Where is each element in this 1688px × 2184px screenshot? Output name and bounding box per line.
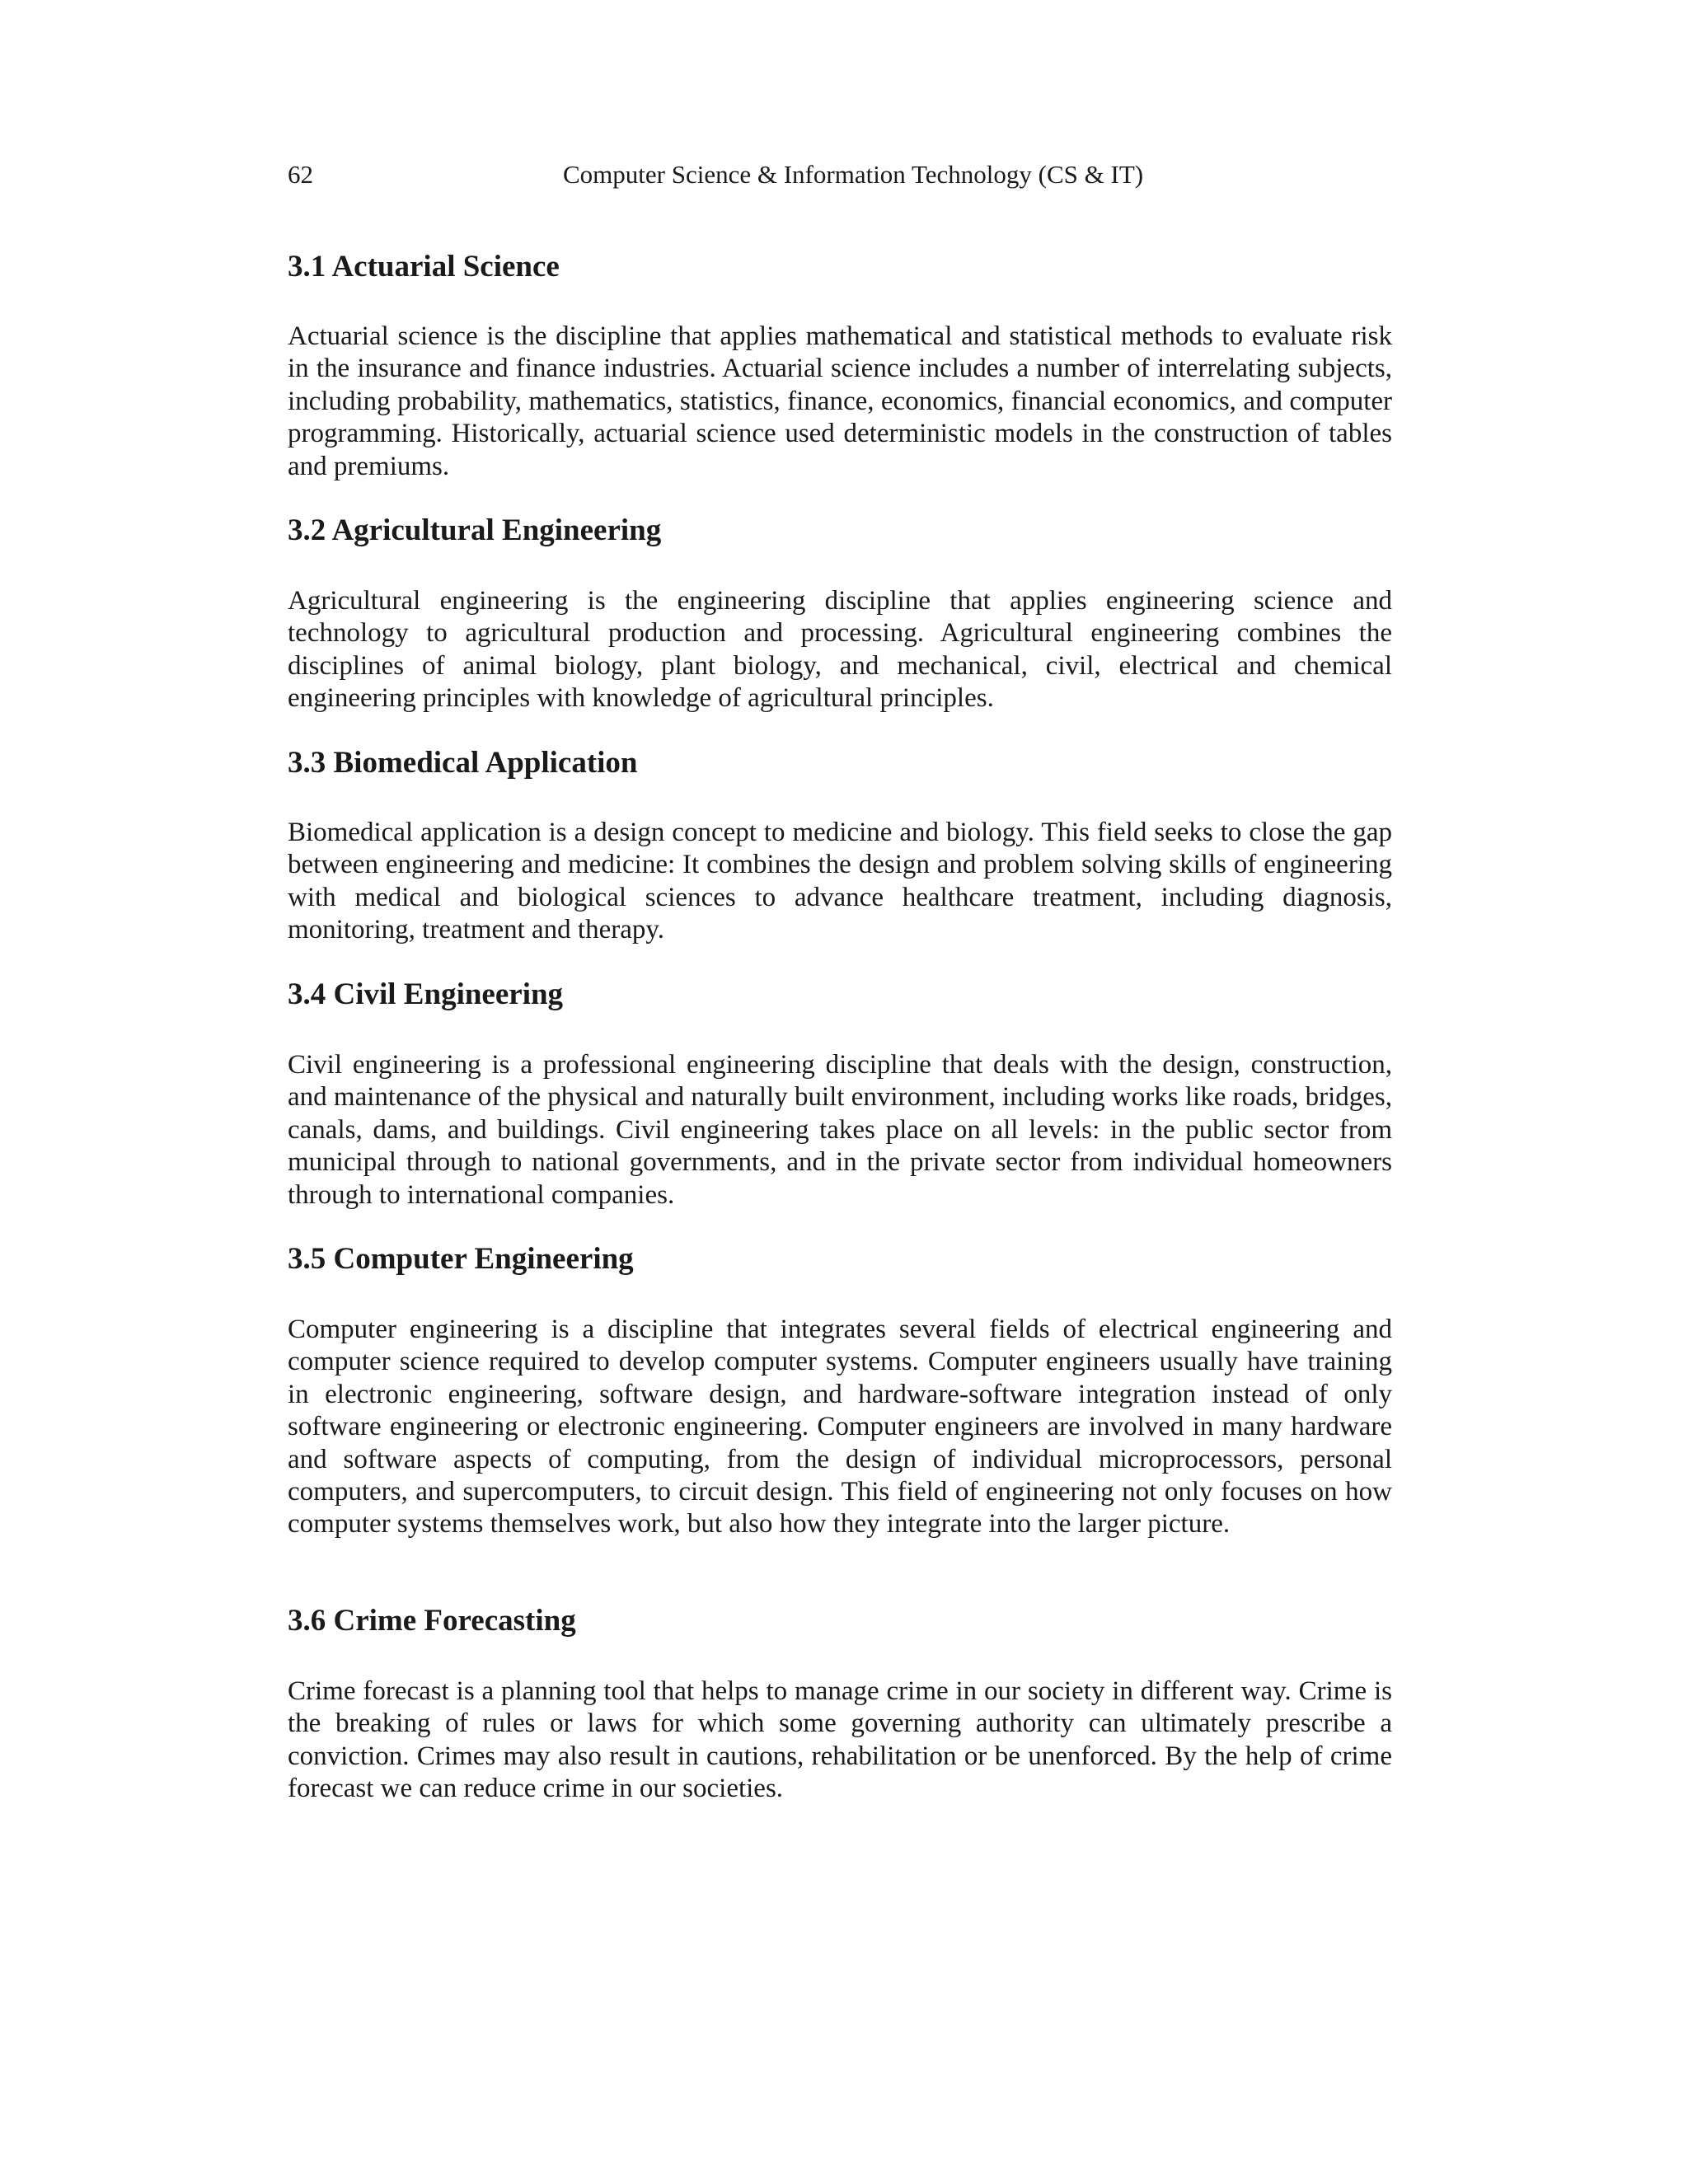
running-header xyxy=(288,157,1392,193)
journal-title: Computer Science & Information Technology (CS & IT) xyxy=(563,160,1144,189)
section-body-actuarial-science: Actuarial science is the discipline that applies mathematical and statistical methods to evaluate risk in the insurance and finance industries. Actuarial science includes a number of interrelating subjects, including probability, mathematics, statistics, finance, economics, financial economics, and computer programming. Historically, actuarial science used deterministic models in the construction of tables and premiums. xyxy=(288,321,1392,481)
section-body-biomedical-application: Biomedical application is a design concept to medicine and biology. This field seeks to close the gap between engineering and medicine: It combines the design and problem solving skills of engineering with medical and biological sciences to advance healthcare treatment, including diagnosis, monitoring, treatment and therapy. xyxy=(288,818,1392,945)
section-heading-agricultural-engineering: 3.2 Agricultural Engineering xyxy=(288,513,662,547)
section-heading-biomedical-application: 3.3 Biomedical Application xyxy=(288,746,638,780)
section-body-crime-forecasting: Crime forecast is a planning tool that helps to manage crime in our society in different way. Crime is the breaking of rules or laws for which some governing authority can ultimately prescribe a conviction. Crimes may also result in cautions, rehabilitation or be unenforced. By the help of crime forecast we can reduce crime in our societies. xyxy=(288,1676,1392,1804)
section-heading-computer-engineering: 3.5 Computer Engineering xyxy=(288,1242,634,1276)
section-body-computer-engineering: Computer engineering is a discipline that integrates several fields of electrical engineering and computer science required to develop computer systems. Computer engineers usually have training in electronic engineering, software design, and hardware-software integration instead of only software engineering or electronic engineering. Computer engineers are involved in many hardware and software aspects of computing, from the design of individual microprocessors, personal computers, and supercomputers, to circuit design. This field of engineering not only focuses on how computer systems themselves work, but also how they integrate into the larger picture. xyxy=(288,1315,1392,1540)
page-number: 62 xyxy=(288,160,313,189)
section-heading-civil-engineering: 3.4 Civil Engineering xyxy=(288,977,564,1011)
section-heading-actuarial-science: 3.1 Actuarial Science xyxy=(288,250,560,284)
section-body-civil-engineering: Civil engineering is a professional engineering discipline that deals with the design, construction, and maintenance of the physical and naturally built environment, including works like roads, bridges, canals, dams, and buildings. Civil engineering takes place on all levels: in the public sector from municipal through to national governments, and in the private sector from individual homeowners through to international companies. xyxy=(288,1050,1392,1210)
section-heading-crime-forecasting: 3.6 Crime Forecasting xyxy=(288,1604,576,1638)
section-body-agricultural-engineering: Agricultural engineering is the engineering discipline that applies engineering science and technology to agricultural production and processing. Agricultural engineering combines the disciplines of animal biology, plant biology, and mechanical, civil, electrical and chemical engineering principles with knowledge of agricultural principles. xyxy=(288,586,1392,714)
